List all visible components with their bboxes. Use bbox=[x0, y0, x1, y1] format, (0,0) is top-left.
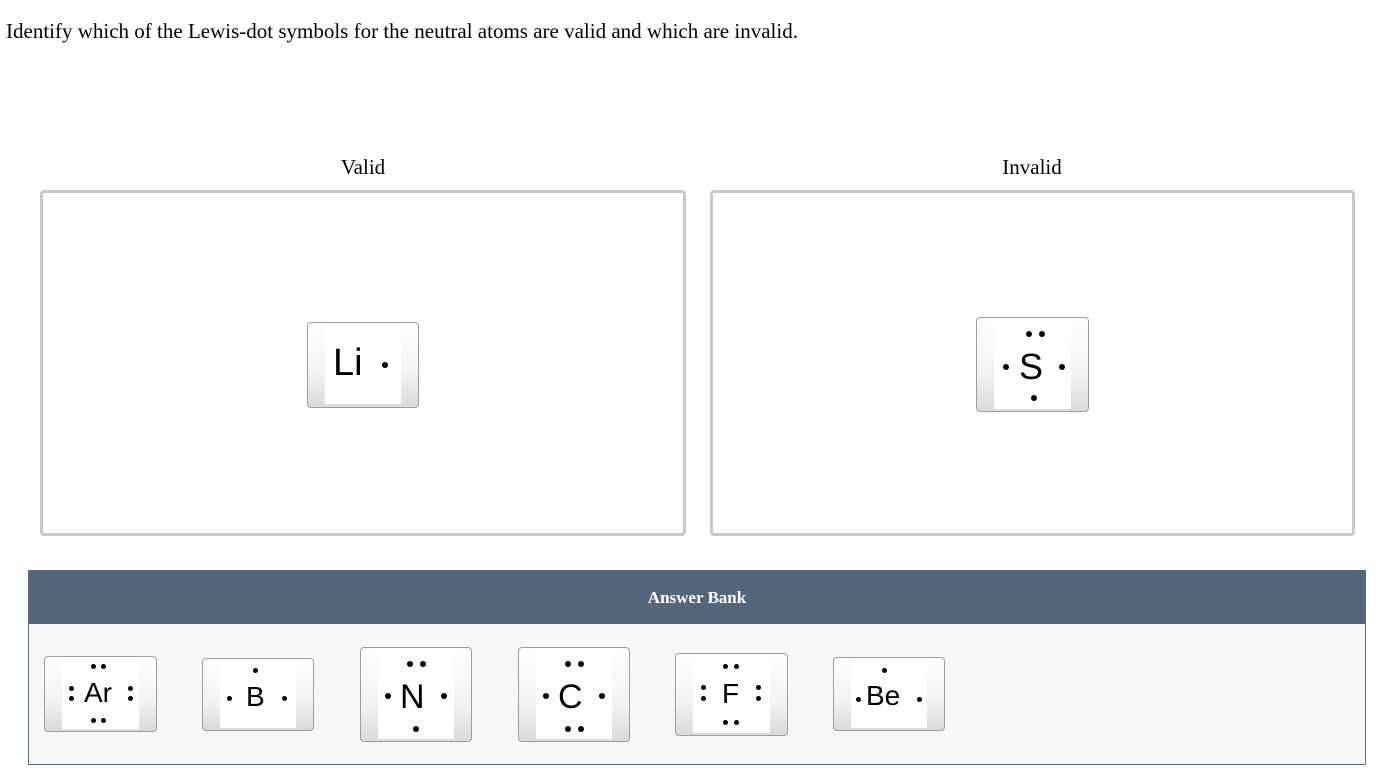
electron-dot bbox=[413, 726, 419, 732]
electron-dot bbox=[756, 696, 761, 701]
electron-dot bbox=[599, 693, 605, 699]
valid-drop-zone[interactable] bbox=[40, 190, 686, 536]
question-prompt: Identify which of the Lewis-dot symbols for the neutral atoms are valid and which are invalid. bbox=[6, 19, 798, 43]
element-symbol: Ar bbox=[84, 677, 112, 708]
electron-dot bbox=[385, 693, 391, 699]
electron-dot bbox=[856, 697, 861, 702]
tile-face bbox=[536, 650, 612, 739]
electron-dot bbox=[917, 697, 922, 702]
electron-dot bbox=[1059, 364, 1065, 370]
electron-dot bbox=[128, 696, 133, 701]
invalid-zone-label: Invalid bbox=[1002, 155, 1062, 179]
electron-dot bbox=[91, 664, 96, 669]
electron-dot bbox=[227, 696, 232, 701]
element-symbol: Li bbox=[333, 342, 363, 384]
electron-dot bbox=[723, 720, 728, 725]
lewis-tile-s[interactable] bbox=[976, 317, 1089, 412]
electron-dot bbox=[407, 661, 413, 667]
element-symbol: N bbox=[400, 678, 425, 716]
electron-dot bbox=[565, 661, 571, 667]
lewis-tile-b[interactable] bbox=[202, 658, 314, 731]
element-symbol: F bbox=[722, 678, 740, 709]
electron-dot bbox=[565, 726, 571, 732]
tile-face bbox=[62, 659, 139, 729]
electron-dot bbox=[701, 685, 706, 690]
electron-dot bbox=[420, 661, 426, 667]
lewis-tile-c[interactable] bbox=[518, 647, 630, 742]
electron-dot bbox=[543, 693, 549, 699]
element-symbol: S bbox=[1019, 346, 1044, 387]
electron-dot bbox=[101, 718, 106, 723]
tile-face bbox=[325, 325, 401, 404]
electron-dot bbox=[253, 668, 258, 673]
electron-dot bbox=[578, 661, 584, 667]
invalid-drop-zone[interactable] bbox=[710, 190, 1355, 536]
electron-dot bbox=[282, 696, 287, 701]
lewis-tile-ar[interactable] bbox=[44, 656, 157, 732]
lewis-tile-li[interactable] bbox=[307, 322, 419, 408]
electron-dot bbox=[734, 720, 739, 725]
electron-dot bbox=[882, 668, 887, 673]
electron-dot bbox=[734, 664, 739, 669]
electron-dot bbox=[91, 718, 96, 723]
tile-face bbox=[994, 320, 1071, 409]
electron-dot bbox=[1003, 364, 1009, 370]
answer-bank bbox=[28, 570, 1366, 765]
tile-face bbox=[693, 656, 770, 733]
electron-dot bbox=[101, 664, 106, 669]
electron-dot bbox=[1026, 331, 1032, 337]
electron-dot bbox=[382, 362, 388, 368]
electron-dot bbox=[128, 686, 133, 691]
electron-dot bbox=[578, 726, 584, 732]
electron-dot bbox=[441, 693, 447, 699]
tile-face bbox=[220, 661, 296, 728]
electron-dot bbox=[756, 685, 761, 690]
valid-zone-label: Valid bbox=[340, 155, 386, 179]
element-symbol: C bbox=[558, 678, 583, 716]
electron-dot bbox=[723, 664, 728, 669]
electron-dot bbox=[701, 696, 706, 701]
lewis-tile-be[interactable] bbox=[833, 657, 945, 731]
tile-face bbox=[851, 660, 927, 728]
electron-dot bbox=[1031, 395, 1037, 401]
electron-dot bbox=[69, 686, 74, 691]
element-symbol: B bbox=[246, 681, 265, 712]
element-symbol: Be bbox=[866, 680, 901, 711]
answer-bank-title: Answer Bank bbox=[29, 571, 1365, 624]
electron-dot bbox=[69, 696, 74, 701]
lewis-tile-n[interactable] bbox=[360, 647, 472, 742]
lewis-tile-f[interactable] bbox=[675, 653, 788, 736]
electron-dot bbox=[1039, 331, 1045, 337]
tile-face bbox=[378, 650, 454, 739]
